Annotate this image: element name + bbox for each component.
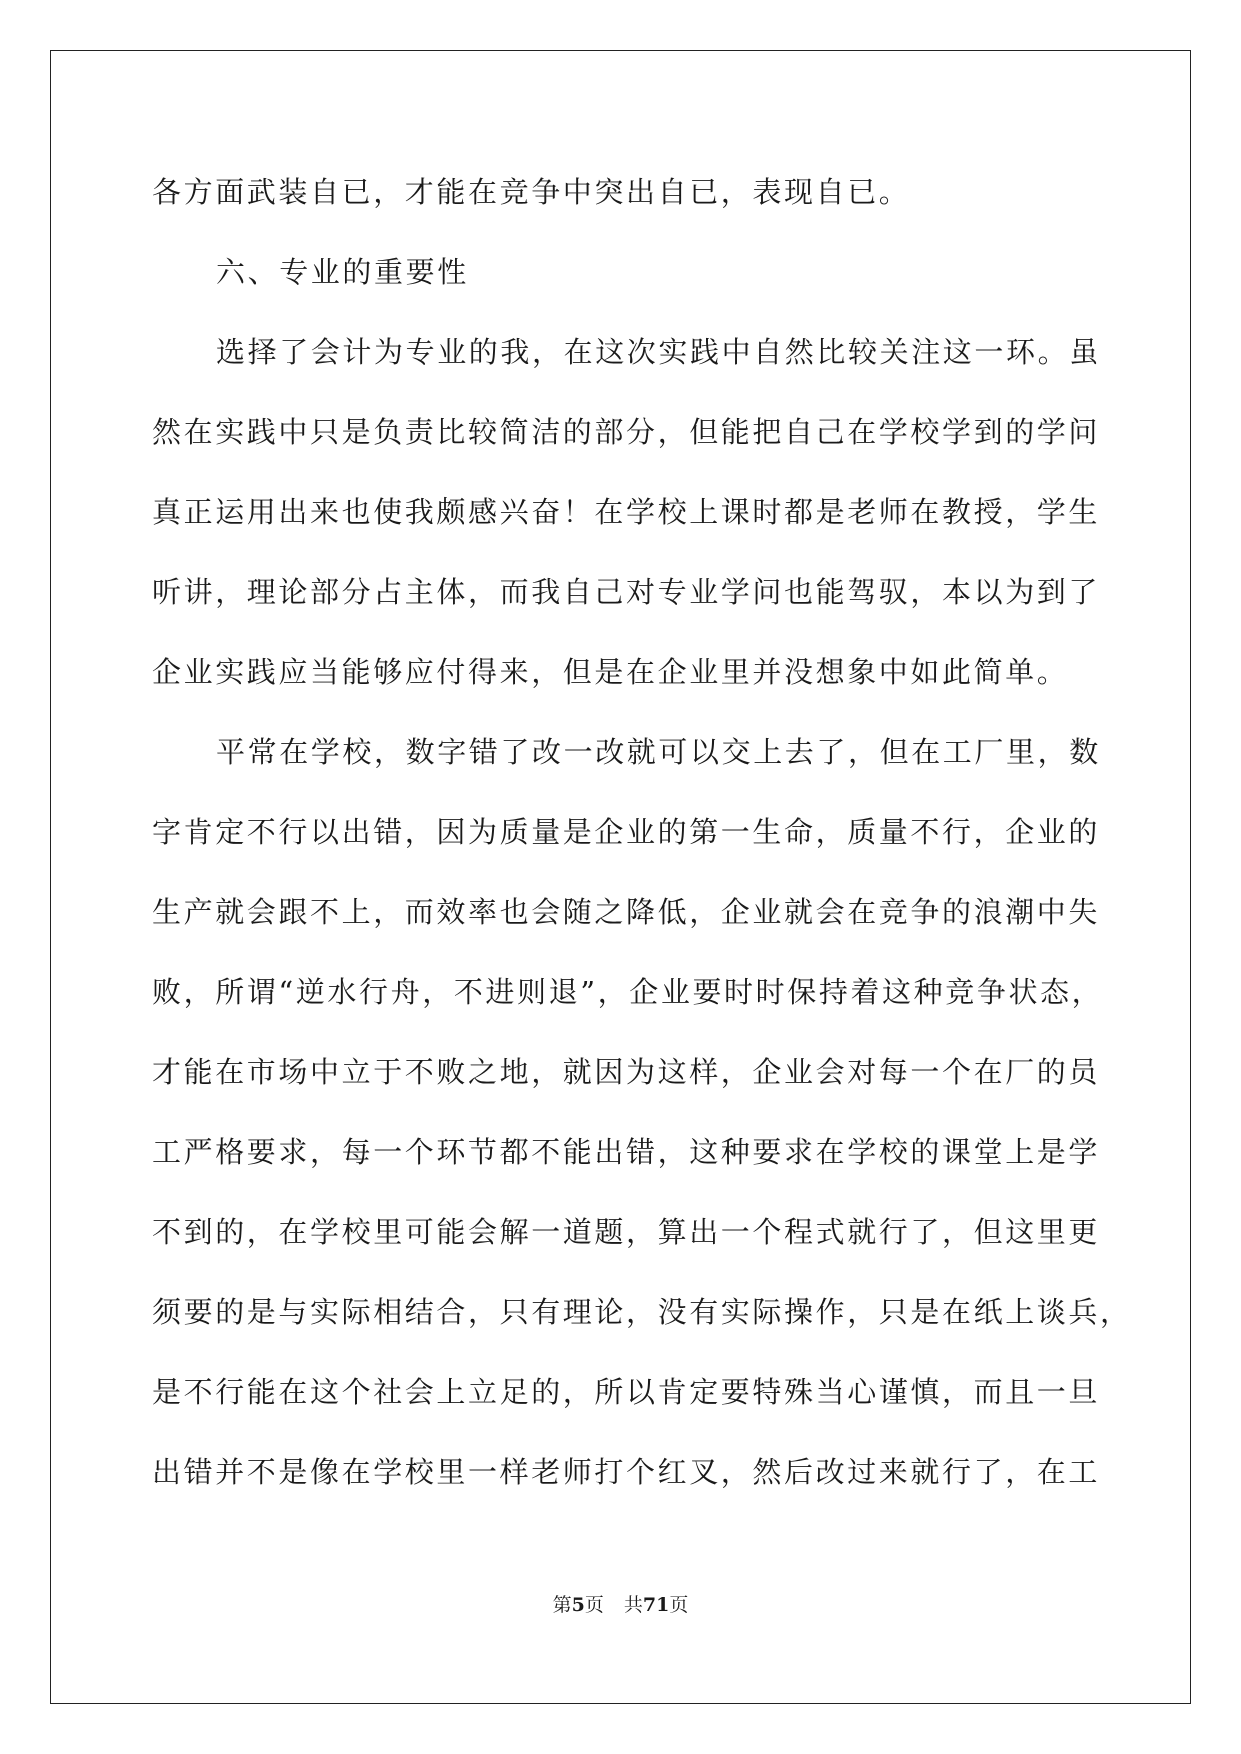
text-line: 平常在学校，数字错了改一改就可以交上去了，但在工厂里，数 — [216, 735, 1101, 769]
text-line: 然在实践中只是负责比较简洁的部分，但能把自己在学校学到的学问 — [152, 415, 1101, 449]
text-line: 生产就会跟不上，而效率也会随之降低，企业就会在竞争的浪潮中失 — [152, 895, 1101, 929]
document-body — [152, 160, 1132, 1520]
text-line: 各方面武装自已，才能在竞争中突出自已，表现自已。 — [152, 175, 911, 209]
page-footer — [0, 1590, 1241, 1617]
text-line: 选择了会计为专业的我，在这次实践中自然比较关注这一环。虽 — [216, 335, 1101, 369]
total-suffix: 页 — [669, 1594, 689, 1616]
total-pages: 71 — [642, 1594, 670, 1616]
page-prefix: 第 — [552, 1594, 572, 1616]
text-line: 企业实践应当能够应付得来，但是在企业里并没想象中如此简单。 — [152, 655, 1069, 689]
text-line: 六、专业的重要性 — [216, 255, 469, 289]
text-line: 不到的，在学校里可能会解一道题，算出一个程式就行了，但这里更 — [152, 1215, 1101, 1249]
page-number: 5 — [571, 1594, 585, 1616]
text-line: 须要的是与实际相结合，只有理论，没有实际操作，只是在纸上谈兵， — [152, 1295, 1132, 1329]
text-line: 是不行能在这个社会上立足的，所以肯定要特殊当心谨慎，而且一旦 — [152, 1375, 1101, 1409]
page-suffix: 页 — [584, 1594, 604, 1616]
text-line: 真正运用出来也使我颇感兴奋！在学校上课时都是老师在教授，学生 — [152, 495, 1101, 529]
text-line: 字肯定不行以出错，因为质量是企业的第一生命，质量不行，企业的 — [152, 815, 1101, 849]
text-line: 才能在市场中立于不败之地，就因为这样，企业会对每一个在厂的员 — [152, 1055, 1101, 1089]
text-line: 出错并不是像在学校里一样老师打个红叉，然后改过来就行了，在工 — [152, 1455, 1101, 1489]
text-line: 听讲，理论部分占主体，而我自己对专业学问也能驾驭，本以为到了 — [152, 575, 1101, 609]
total-prefix: 共 — [623, 1594, 643, 1616]
text-line: 败，所谓“逆水行舟，不进则退”，企业要时时保持着这种竞争状态， — [152, 975, 1104, 1009]
text-line: 工严格要求，每一个环节都不能出错，这种要求在学校的课堂上是学 — [152, 1135, 1101, 1169]
